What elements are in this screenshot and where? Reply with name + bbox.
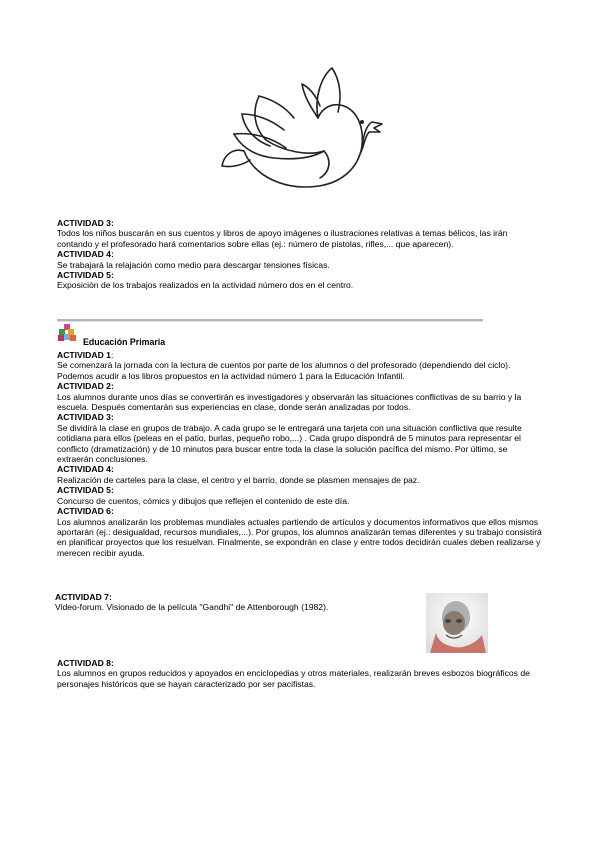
activity-text: Los alumnos en grupos reducidos y apoyados en enciclopedias y otros materiales, realizarán breves esbozos biográficos de personajes históricos que se hayan caracterizado por ser pacifistas. <box>57 668 530 689</box>
activity-text: Exposición de los trabajos realizados en la actividad número dos en el centro. <box>57 280 354 291</box>
activity-heading <box>57 350 542 360</box>
activity-heading: ACTIVIDAD 4: <box>57 464 114 475</box>
activity-7 <box>55 592 415 613</box>
activity-8 <box>57 658 542 689</box>
activity-text: Los alumnos durante unos días se convertirán es investigadores y observarán las situaciones conflictivas de su barrio y la escuela. Después comentarán sus experiencias en clase, donde serán analizadas por todos. <box>57 391 522 413</box>
activity-heading: ACTIVIDAD 6: <box>57 506 114 517</box>
activity-heading: ACTIVIDAD 3: <box>57 412 114 423</box>
activity-heading: ACTIVIDAD 4: <box>57 249 114 260</box>
colored-squares-logo <box>57 323 79 343</box>
infantil-activities <box>57 218 542 291</box>
activity-heading: ACTIVIDAD 8: <box>57 658 114 668</box>
activity-text: Se trabajará la relajación como medio para descargar tensiones físicas. <box>57 259 330 270</box>
activity-text: Video-forum. Visionado de la película "Gandhi" de Attenborough (1982). <box>55 602 329 613</box>
section-title: Educación Primaria <box>83 337 166 347</box>
activity-heading: ACTIVIDAD 3: <box>57 218 114 228</box>
activity-text: Realización de carteles para la clase, el centro y el barrio, donde se plasmen mensajes de paz. <box>57 474 420 485</box>
activity-heading: ACTIVIDAD 5: <box>57 485 114 496</box>
activity-text: Los alumnos analizarán los problemas mundiales actuales partiendo de artículos y documentos informativos que ellos mismos aportarán (ej.: desigualdad, recursos mundiales,...). Por grupos, los alumnos analizarán temas diferentes y su trabajo consistirá en planificar proyectos que los resuelvan. Finalmente, se expondrán en clase y entre todos decidirán cuales deben realizarse y merecen recibir ayuda. <box>57 516 542 558</box>
activity-text: Todos los niños buscarán en sus cuentos y libros de apoyo imágenes o ilustraciones relativas a temas bélicos, las irán contando y el profesorado hará comentarios sobre ellas (ej.: número de pistolas, rifles,... que aparecen). <box>57 228 508 249</box>
dove-illustration <box>214 56 389 206</box>
activity-heading-colon: : <box>110 350 114 360</box>
activity-heading: ACTIVIDAD 5: <box>57 270 114 281</box>
activity-text: Se comenzará la jornada con la lectura de cuentos por parte de los alumnos o del profesorado (dependiendo del ciclo). Podemos acudir a los libros propuestos en la actividad número 1 para la Educación Infantil. <box>57 360 511 381</box>
activity-heading-text: ACTIVIDAD 1 <box>57 350 111 360</box>
activity-text: Se dividirá la clase en grupos de trabajo. A cada grupo se le entregará una tarjeta con una situación conflictiva que resulte cotidiana para ellos (peleas en el patio, burlas, pequeño robo,...) . Cada grupo dispondrá de 5 minutos para representar el conflicto (dramatización) y de 10 minutos para buscar entre toda la clase la solución pacífica del mismo. Por último, se extraerán conclusiones. <box>57 422 522 465</box>
gandhi-photo <box>426 593 488 653</box>
primaria-activities <box>57 350 542 558</box>
activity-heading: ACTIVIDAD 7: <box>55 592 112 602</box>
section-divider <box>57 319 483 322</box>
activity-heading: ACTIVIDAD 2: <box>57 381 114 392</box>
activity-text: Concurso de cuentos, cómics y dibujos que reflejen el contenido de este día. <box>57 495 350 506</box>
